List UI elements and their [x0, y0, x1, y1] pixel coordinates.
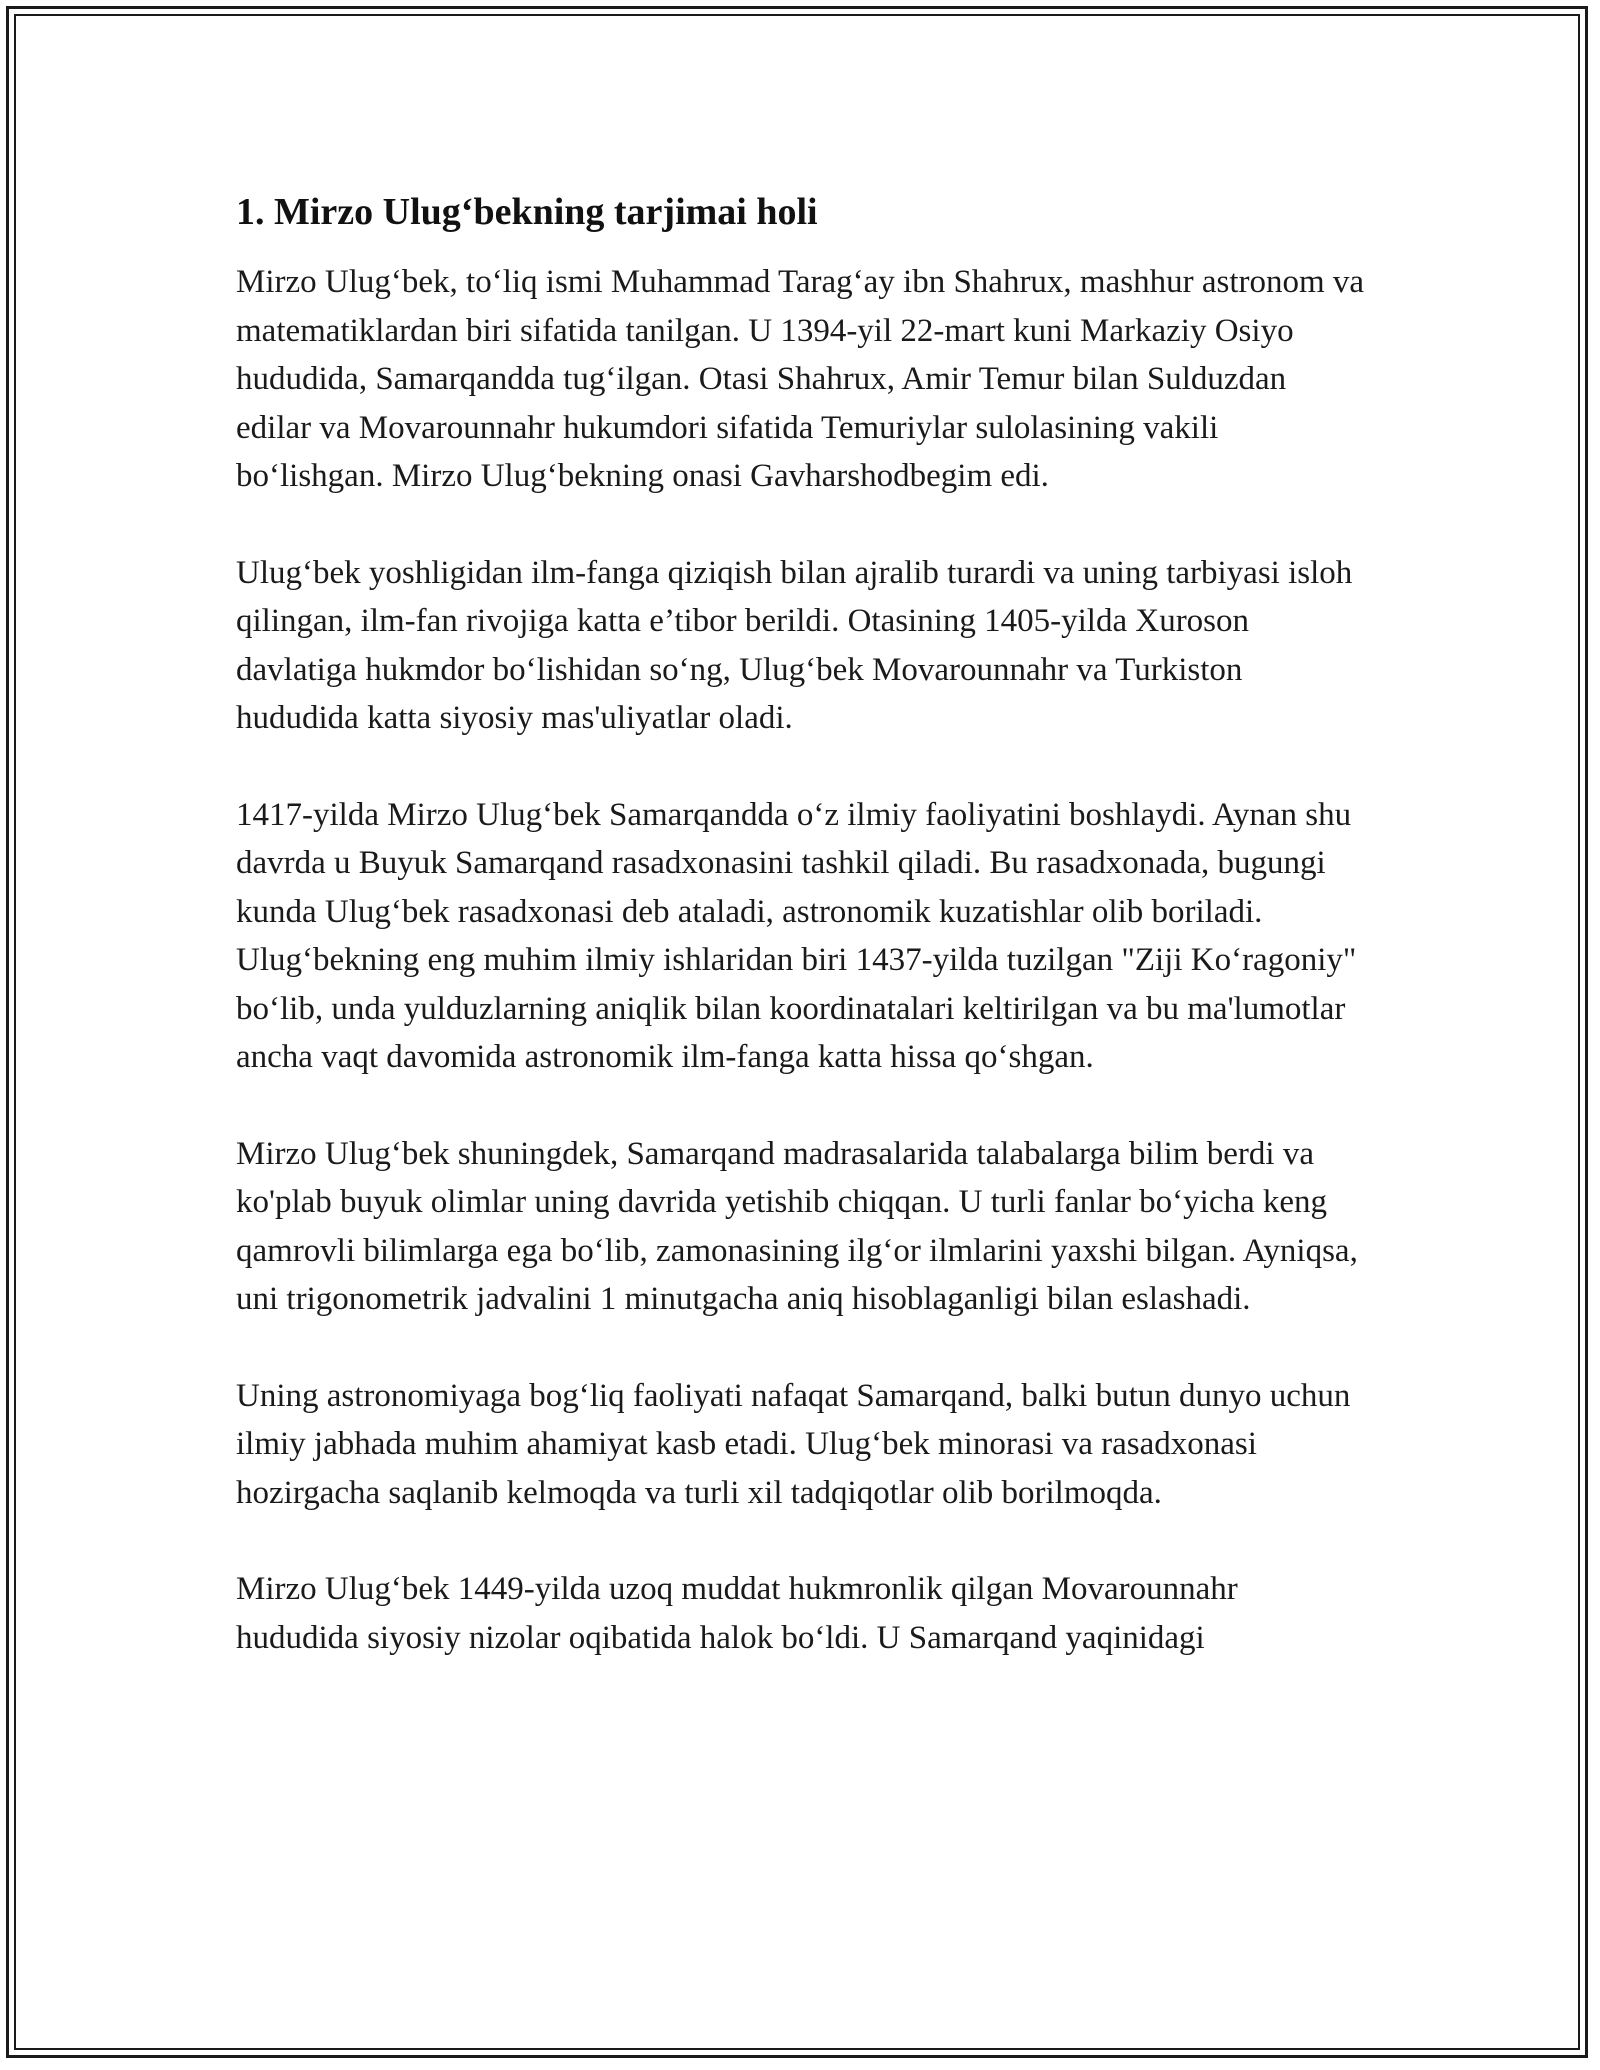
document-body	[236, 184, 1366, 1710]
paragraph-2: Ulug‘bek yoshligidan ilm-fanga qiziqish bilan ajralib turardi va uning tarbiyasi isloh qilingan, ilm-fan rivojiga katta e’tibor berildi. Otasining 1405-yilda Xuroson davlatiga hukmdor bo‘lishidan so‘ng, Ulug‘bek Movarounnahr va Turkiston hududida katta siyosiy mas'uliyatlar oladi.	[236, 554, 1353, 736]
paragraph-6: Mirzo Ulug‘bek 1449-yilda uzoq muddat hukmronlik qilgan Movarounnahr hududida siyosiy nizolar oqibatida halok bo‘ldi. U Samarqand yaqinidagi	[236, 1571, 1238, 1656]
paragraph-1: Mirzo Ulug‘bek, to‘liq ismi Muhammad Tarag‘ay ibn Shahrux, mashhur astronom va matematiklardan biri sifatida tanilgan. U 1394-yil 22-mart kuni Markaziy Osiyo hududida, Samarqandda tug‘ilgan. Otasi Shahrux, Amir Temur bilan Sulduzdan edilar va Movarounnahr hukumdori sifatida Temuriylar sulolasining vakili bo‘lishgan. Mirzo Ulug‘bekning onasi Gavharshodbegim edi.	[236, 264, 1365, 494]
paragraph-4: Mirzo Ulug‘bek shuningdek, Samarqand madrasalarida talabalarga bilim berdi va ko'plab buyuk olimlar uning davrida yetishib chiqqan. U turli fanlar bo‘yicha keng qamrovli bilimlarga ega bo‘lib, zamonasining ilg‘or ilmlarini yaxshi bilgan. Ayniqsa, uni trigonometrik jadvalini 1 minutgacha aniq hisoblaganligi bilan eslashadi.	[236, 1135, 1358, 1317]
paragraph-5: Uning astronomiyaga bog‘liq faoliyati nafaqat Samarqand, balki butun dunyo uchun ilmiy jabhada muhim ahamiyat kasb etadi. Ulug‘bek minorasi va rasadxonasi hozirgacha saqlanib kelmoqda va turli xil tadqiqotlar olib borilmoqda.	[236, 1377, 1351, 1511]
paragraph-3: 1417-yilda Mirzo Ulug‘bek Samarqandda o‘z ilmiy faoliyatini boshlaydi. Aynan shu davrda u Buyuk Samarqand rasadxonasini tashkil qiladi. Bu rasadxonada, bugungi kunda Ulug‘bek rasadxonasi deb ataladi, astronomik kuzatishlar olib boriladi. Ulug‘bekning eng muhim ilmiy ishlaridan biri 1437-yilda tuzilgan "Ziji Ko‘ragoniy" bo‘lib, unda yulduzlarning aniqlik bilan koordinatalari keltirilgan va bu ma'lumotlar ancha vaqt davomida astronomik ilm-fanga katta hissa qo‘shgan.	[236, 796, 1357, 1075]
section-heading: 1. Mirzo Ulug‘bekning tarjimai holi	[236, 191, 818, 233]
